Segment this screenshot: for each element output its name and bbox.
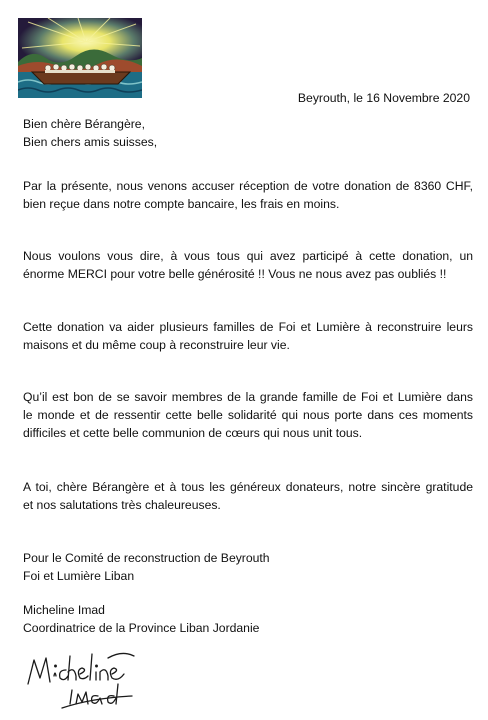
paragraph-thanks <box>23 247 473 283</box>
signatory <box>23 601 473 637</box>
paragraph-line: A toi, chère Bérangère et à tous les généreux donateurs, notre sincère gratitude <box>23 480 473 494</box>
boat-logo-icon <box>18 18 142 98</box>
signatory-role: Coordinatrice de la Province Liban Jordanie <box>23 621 260 635</box>
closing-line: Pour le Comité de reconstruction de Beyrouth <box>23 551 270 565</box>
salutation-line: Bien chère Bérangère, <box>23 117 145 131</box>
paragraph-line: Qu’il est bon de se savoir membres de la grande famille de Foi et Lumière dans <box>23 390 473 404</box>
paragraph-line: bien reçue dans notre compte bancaire, les frais en moins. <box>23 197 340 211</box>
paragraph-solidarity <box>23 388 473 442</box>
signatory-name: Micheline Imad <box>23 603 105 617</box>
paragraph-reconstruction <box>23 318 473 354</box>
letter-date: Beyrouth, le 16 Novembre 2020 <box>297 91 470 105</box>
paragraph-line: Par la présente, nous venons accuser réception de votre donation de 8360 CHF, <box>23 179 473 193</box>
handwritten-signature <box>22 636 142 710</box>
closing <box>23 549 473 585</box>
paragraph-line: le monde et de ressentir cette belle solidarité qui nous porte dans ces moments <box>23 408 473 422</box>
signature-icon <box>22 636 142 710</box>
salutation <box>23 115 473 151</box>
paragraph-line: difficiles et cette belle communion de cœurs qui nous unit tous. <box>23 426 363 440</box>
paragraph-line: et nos salutations très chaleureuses. <box>23 498 221 512</box>
paragraph-line: énorme MERCI pour votre belle générosité !! Vous ne nous avez pas oubliés !! <box>23 267 447 281</box>
salutation-line: Bien chers amis suisses, <box>23 135 158 149</box>
foi-et-lumiere-logo <box>18 18 142 98</box>
paragraph-line: maisons et du même coup à reconstruire leur vie. <box>23 338 290 352</box>
closing-line: Foi et Lumière Liban <box>23 569 135 583</box>
paragraph-line: Nous voulons vous dire, à vous tous qui avez participé à cette donation, un <box>23 249 473 263</box>
paragraph-gratitude <box>23 478 473 514</box>
paragraph-receipt <box>23 177 473 213</box>
paragraph-line: Cette donation va aider plusieurs familles de Foi et Lumière à reconstruire leurs <box>23 320 473 334</box>
